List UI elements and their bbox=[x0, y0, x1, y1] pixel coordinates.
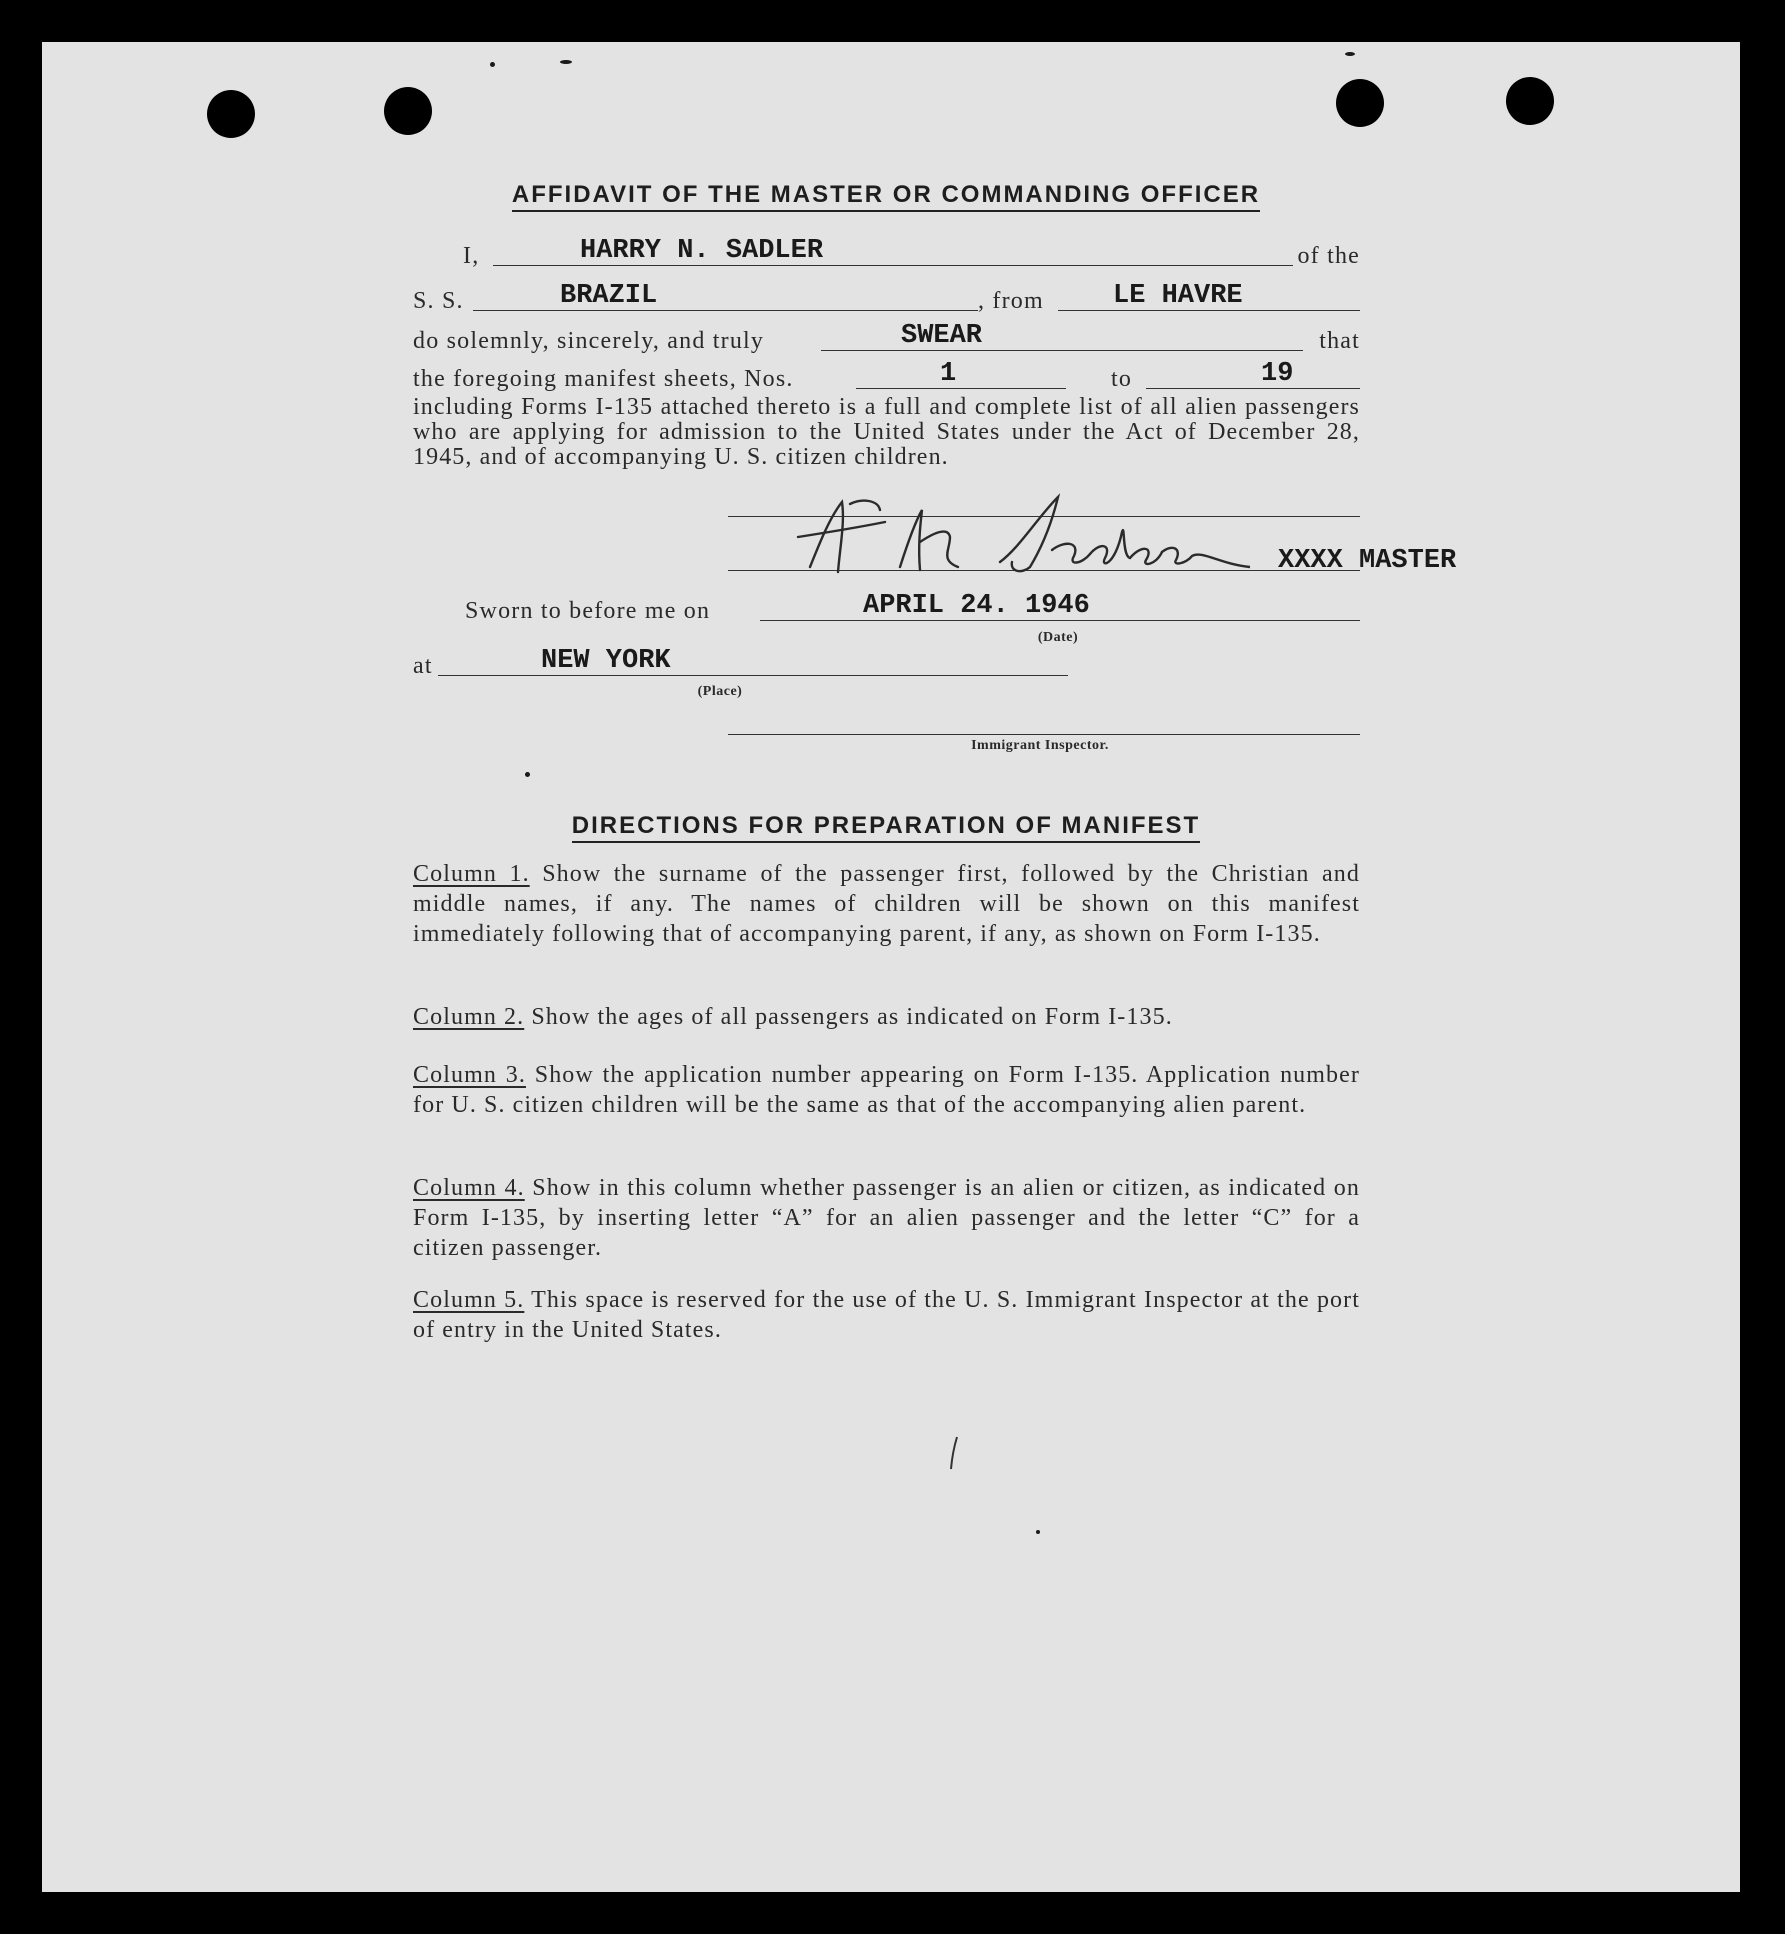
sheet-from: 1 bbox=[940, 359, 957, 389]
port-of-departure: LE HAVRE bbox=[1113, 281, 1243, 311]
signature-image bbox=[790, 492, 1250, 582]
directions-title: DIRECTIONS FOR PREPARATION OF MANIFEST bbox=[452, 812, 1320, 840]
direction-text: Show in this column whether passenger is an alien or citizen, as indicated on Form I-135, by inserting letter “A” for an alien passenger and the letter “C” for a citizen passenger. bbox=[413, 1175, 1360, 1261]
direction-text: Show the ages of all passengers as indicated on Form I-135. bbox=[524, 1004, 1173, 1030]
punch-hole-1 bbox=[207, 90, 255, 138]
that-label: that bbox=[1319, 328, 1360, 354]
direction-text: Show the surname of the passenger first, followed by the Christian and middle names, if any. The names of children will be shown on this manifest immediately following that of accompanying parent, if any, as shown on Form I-135. bbox=[413, 861, 1360, 947]
sworn-label: Sworn to before me on bbox=[465, 598, 711, 624]
inspector-caption: Immigrant Inspector. bbox=[971, 738, 1109, 753]
speck bbox=[1036, 1530, 1040, 1534]
pen-mark bbox=[948, 1435, 960, 1471]
direction-label: Column 3. bbox=[413, 1062, 526, 1088]
sworn-date-line bbox=[413, 591, 1360, 627]
sworn-place-line bbox=[413, 646, 1360, 682]
speck bbox=[525, 772, 530, 777]
master-name-line bbox=[413, 236, 1360, 272]
direction-column-4 bbox=[413, 1173, 1360, 1263]
direction-column-2 bbox=[413, 1002, 1360, 1032]
from-label: , from bbox=[978, 288, 1044, 314]
direction-column-5 bbox=[413, 1285, 1360, 1345]
direction-label: Column 4. bbox=[413, 1175, 525, 1201]
speck bbox=[490, 62, 495, 67]
affidavit-statement: including Forms I-135 attached thereto is a full and complete list of all alien passengers who are applying for admission to the United States under the Act of December 28, 1945, and of accompanying U. S. citizen children. bbox=[413, 394, 1360, 470]
master-title: XXXX MASTER bbox=[1278, 546, 1457, 576]
direction-column-3 bbox=[413, 1060, 1360, 1120]
oath-line bbox=[413, 321, 1360, 357]
direction-label: Column 2. bbox=[413, 1004, 525, 1030]
punch-hole-4 bbox=[1506, 77, 1554, 125]
master-name: HARRY N. SADLER bbox=[580, 236, 824, 266]
sheet-range-line bbox=[413, 359, 1360, 395]
direction-column-1 bbox=[413, 859, 1360, 949]
i-prefix: I, bbox=[463, 243, 480, 269]
ship-name: BRAZIL bbox=[560, 281, 658, 311]
speck bbox=[560, 60, 572, 64]
inspector-signature-line bbox=[728, 734, 1360, 735]
punch-hole-3 bbox=[1336, 79, 1384, 127]
place-caption: (Place) bbox=[697, 684, 743, 699]
sworn-place: NEW YORK bbox=[541, 646, 671, 676]
direction-text: Show the application number appearing on Form I-135. Application number for U. S. citizen children will be the same as that of the accompanying alien parent. bbox=[413, 1062, 1360, 1118]
date-caption: (Date) bbox=[1037, 630, 1079, 645]
oath-type: SWEAR bbox=[901, 321, 983, 351]
direction-label: Column 5. bbox=[413, 1287, 525, 1313]
sheet-to: 19 bbox=[1261, 359, 1294, 389]
speck bbox=[1345, 52, 1355, 56]
foregoing-text: the foregoing manifest sheets, Nos. bbox=[413, 366, 794, 392]
sworn-date: APRIL 24. 1946 bbox=[863, 591, 1090, 621]
affidavit-title: AFFIDAVIT OF THE MASTER OR COMMANDING OFFICER bbox=[452, 181, 1320, 209]
direction-text: This space is reserved for the use of the U. S. Immigrant Inspector at the port of entry in the United States. bbox=[413, 1287, 1361, 1343]
at-label: at bbox=[413, 653, 433, 679]
solemnly-text: do solemnly, sincerely, and truly bbox=[413, 328, 765, 354]
to-label: to bbox=[1111, 366, 1133, 392]
direction-label: Column 1. bbox=[413, 861, 530, 887]
punch-hole-2 bbox=[384, 87, 432, 135]
ship-line bbox=[413, 281, 1360, 317]
of-the-label: of the bbox=[1297, 243, 1360, 269]
ss-label: S. S. bbox=[413, 288, 464, 314]
